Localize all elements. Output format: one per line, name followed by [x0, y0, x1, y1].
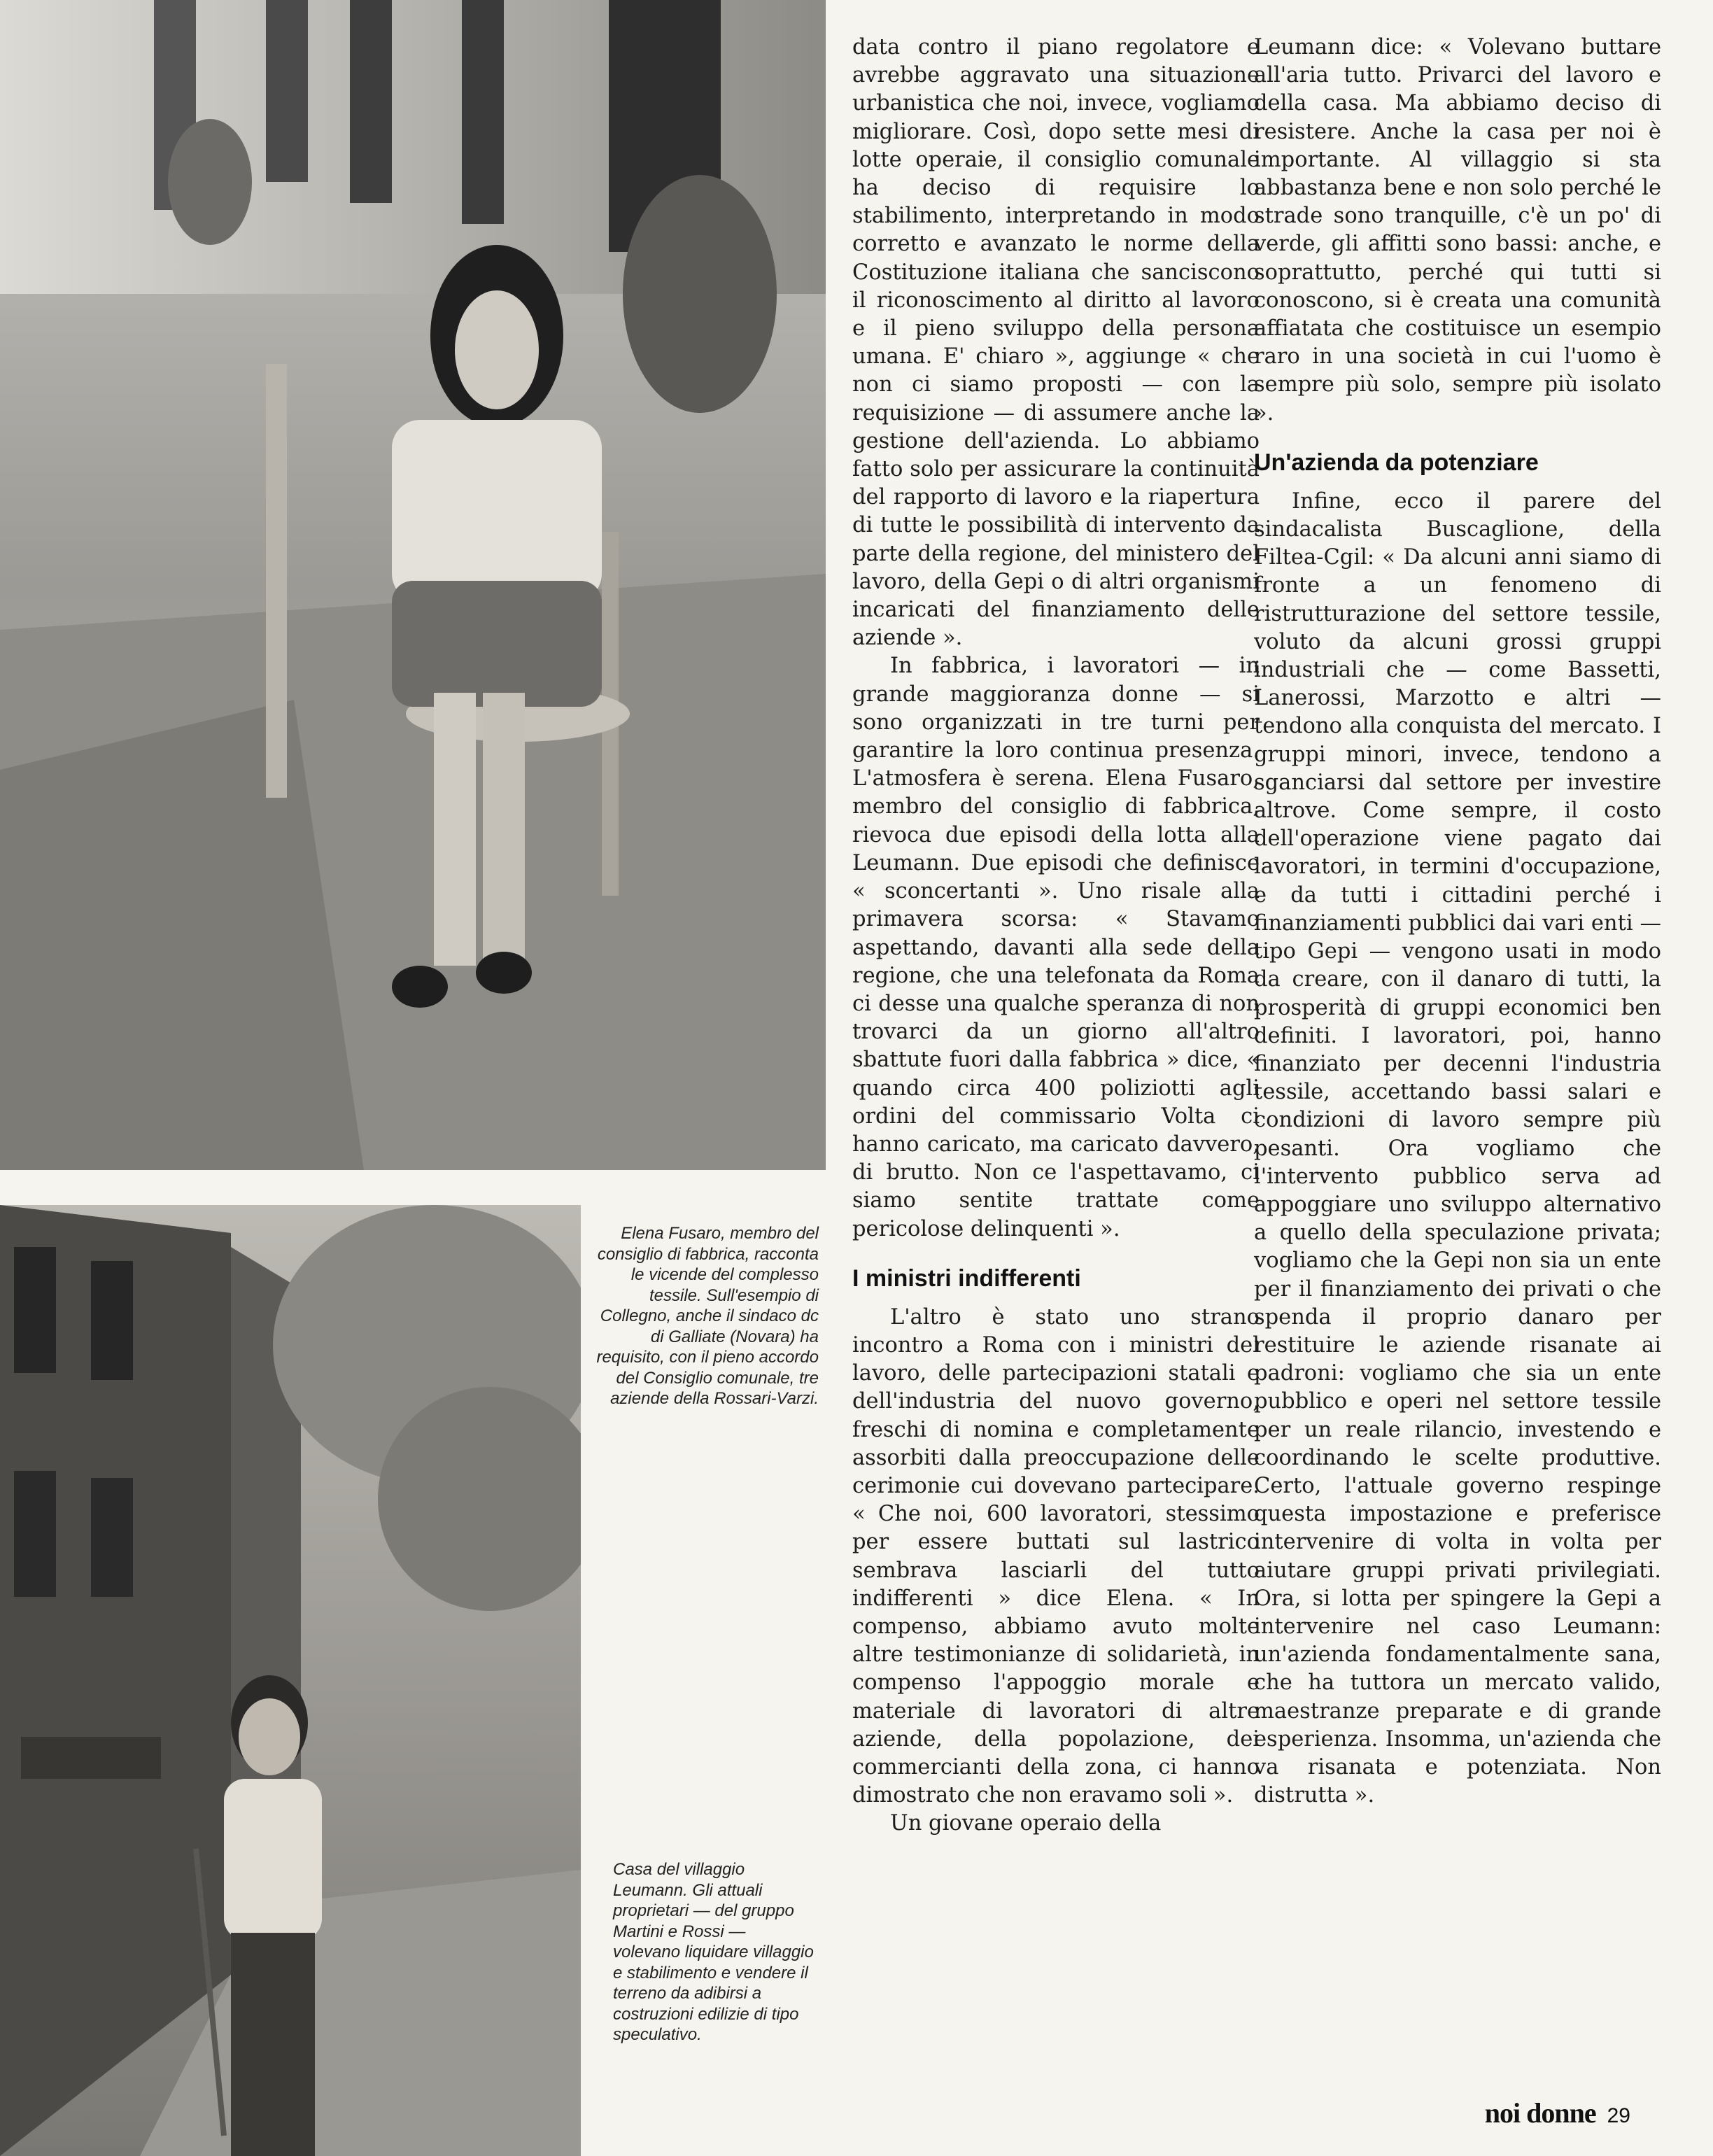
- photo-man-village: [0, 1205, 581, 2156]
- page-footer: [1485, 2097, 1630, 2129]
- col1-paragraph-4: Un giovane operaio della: [890, 1811, 1162, 1836]
- col1-paragraph-1: data contro il piano regolatore e avrebbe aggravato una situazione urbanistica che noi, invece, vogliamo migliorare. Così, dopo sette mesi di lotte operaie, il consiglio comunale ha deciso di requisire lo stabilimento, interpretando in modo corretto e avanzato le norme della Costituzione italiana che sanciscono il riconoscimento al diritto al lavoro e il pieno sviluppo della persona umana. E' chiaro », aggiunge « che non ci siamo proposti — con la requisizione — di assumere anche la gestione dell'azienda. Lo abbiamo fatto solo per assicurare la continuità del rapporto di lavoro e la riapertura di tutte le possibilità di intervento da parte della regione, del ministero del lavoro, della Gepi o di altri organismi incaricati del finanziamento delle aziende ».: [852, 35, 1260, 651]
- page-number: 29: [1607, 2104, 1630, 2127]
- caption-top: [588, 1223, 819, 1409]
- heading-azienda-da-potenziare: Un'azienda da potenziare: [1254, 449, 1539, 476]
- caption-bottom-text: Casa del villaggio Leumann. Gli attuali proprietari — del gruppo Martini e Rossi — volevano liquidare villaggio e stabilimento e vendere il terreno da adibirsi a costruzioni edilizie di tipo speculativo.: [613, 1860, 814, 2044]
- photo-man-village-image: [0, 1205, 581, 2156]
- photo-woman-on-chair-image: [0, 0, 826, 1170]
- col1-paragraph-2: In fabbrica, i lavoratori — in grande maggioranza donne — si sono organizzati in tre turni per garantire la loro continua presenza. L'atmosfera è serena. Elena Fusaro, membro del consiglio di fabbrica, rievoca due episodi della lotta alla Leumann. Due episodi che definisce « sconcertanti ». Uno risale alla primavera scorsa: « Stavamo aspettando, davanti alla sede della regione, che una telefonata da Roma ci desse una qualche speranza di non trovarci da un giorno all'altro sbattute fuori dalla fabbrica » dice, « quando circa 400 poliziotti agli ordini del commissario Volta ci hanno caricato, ma caricato davvero, di brutto. Non ce l'aspettavamo, ci siamo sentite trattate come pericolose delinquenti ».: [852, 654, 1260, 1241]
- article-column-2: [1254, 34, 1661, 1810]
- article-column-1: [852, 34, 1260, 1838]
- photo-woman-on-chair: [0, 0, 826, 1170]
- caption-top-text: Elena Fusaro, membro del consiglio di fabbrica, racconta le vicende del complesso tessile. Sull'esempio di Collegno, anche il sindaco dc di Galliate (Novara) ha requisito, con il pieno accordo del Consiglio comunale, tre aziende della Rossari-Varzi.: [596, 1224, 819, 1408]
- caption-bottom: [613, 1859, 816, 2045]
- heading-ministri-indifferenti: I ministri indifferenti: [852, 1264, 1081, 1292]
- col1-paragraph-3: L'altro è stato uno strano incontro a Roma con i ministri del lavoro, delle partecipazioni statali e dell'industria del nuovo governo, freschi di nomina e completamente assorbiti dalla preoccupazione delle cerimonie cui dovevano partecipare. « Che noi, 600 lavoratori, stessimo per essere buttati sul lastrico sembrava lasciarli del tutto indifferenti » dice Elena. « In compenso, abbiamo avuto molte altre testimonianze di solidarietà, in compenso l'appoggio morale e materiale di lavoratori di altre aziende, della popolazione, dei commercianti della zona, ci hanno dimostrato che non eravamo soli ».: [852, 1304, 1260, 1808]
- magazine-brand: noi donne: [1484, 2097, 1596, 2129]
- col2-paragraph-1: Leumann dice: « Volevano buttare all'aria tutto. Privarci del lavoro e della casa. Ma abbiamo deciso di resistere. Anche la casa per noi è importante. Al villaggio si sta abbastanza bene e non solo perché le strade sono tranquille, c'è un po' di verde, gli affitti sono bassi: anche, e soprattutto, perché qui tutti si conoscono, si è creata una comunità affiatata che costituisce un esempio raro in una società in cui l'uomo è sempre più solo, sempre più isolato ».: [1254, 35, 1661, 425]
- col2-paragraph-2: Infine, ecco il parere del sindacalista Buscaglione, della Filtea-Cgil: « Da alcuni anni siamo di fronte a un fenomeno di ristrutturazione del settore tessile, voluto da alcuni grossi gruppi industriali che — come Bassetti, Lanerossi, Marzotto e altri — tendono alla conquista del mercato. I gruppi minori, invece, tendono a sganciarsi dal settore per investire altrove. Come sempre, il costo dell'operazione viene pagato dai lavoratori, in termini d'occupazione, e da tutti i cittadini perché i finanziamenti pubblici dai vari enti — tipo Gepi — vengono usati in modo da creare, con il danaro di tutti, la prosperità di gruppi economici ben definiti. I lavoratori, poi, hanno finanziato per decenni l'industria tessile, accettando bassi salari e condizioni di lavoro sempre più pesanti. Ora vogliamo che l'intervento pubblico serva ad appoggiare uno sviluppo alternativo a quello della speculazione privata; vogliamo che la Gepi non sia un ente per il finanziamento dei privati o che spenda il proprio danaro per restituire le aziende risanate ai padroni: vogliamo che sia un ente pubblico e operi nel settore tessile per un reale rilancio, investendo e coordinando le scelte produttive. Certo, l'attuale governo respinge questa impostazione e preferisce intervenire di volta in volta per aiutare gruppi privati privilegiati. Ora, si lotta per spingere la Gepi a intervenire nel caso Leumann: un'azienda fondamentalmente sana, che ha tuttora un mercato valido, maestranze preparate e di grande esperienza. Insomma, un'azienda che va risanata e potenziata. Non distrutta ».: [1254, 488, 1661, 1808]
